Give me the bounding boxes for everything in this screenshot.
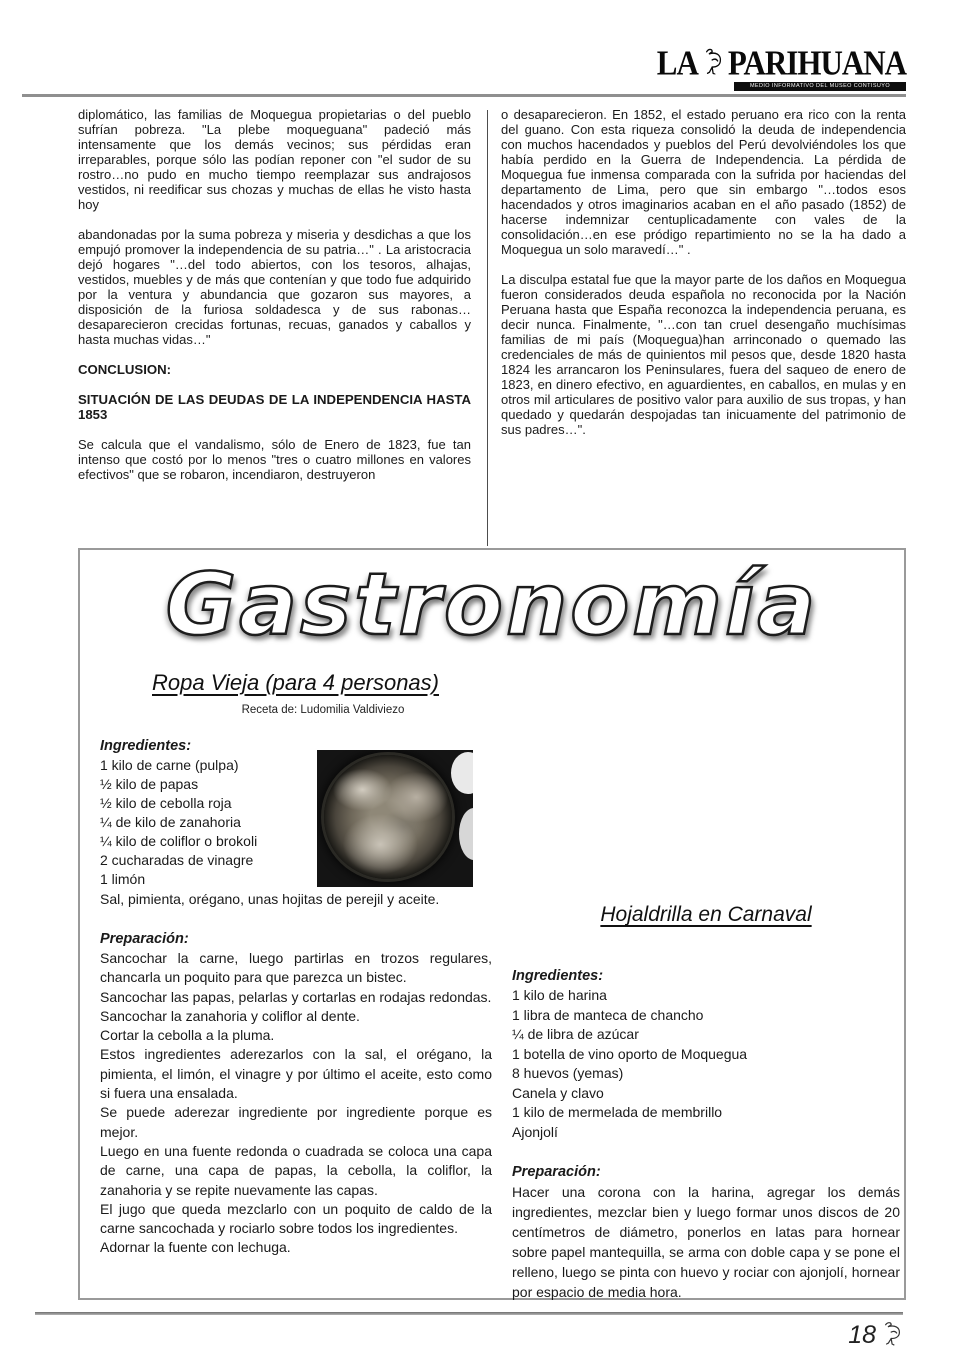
preparation-steps — [512, 1182, 900, 1302]
preparation-step: Sancochar la zanahoria y coliflor al dente. — [100, 1007, 360, 1024]
ingredient-item: Ajonjolí — [512, 1123, 558, 1140]
recipe-title-wrap — [512, 902, 900, 928]
ingredient-item: 1 kilo de carne (pulpa) — [100, 757, 239, 773]
masthead — [656, 43, 906, 91]
ingredient-item: 1 limón — [100, 871, 146, 887]
ingredient-item: ½ kilo de papas — [100, 776, 199, 792]
article-paragraph: La disculpa estatal fue que la mayor parte de los daños en Moquegua fueron considerados deuda española no reconocida por la Nación Peruana hasta que España reconozca la independencia peruana, es decir nunca. Finalmente, "…con tan cruel desengaño muchísimas familias de mi país (Moquegua)han arrinconado o quemado las credenciales de más de quinientos mil pesos que, desde 1820 hasta 1824 les arrancaron los Peninsulares, fuera del saqueo de enero de 1823, en dinero efectivo, en aguardientes, en caballos, en mulas y en otros mil articulares de positivo valor para auxilio de sus tropas, y han quedado y quedarán despojadas tan inicuamente del patrimonio de sus padres…". — [501, 272, 906, 437]
footer-rule — [35, 1312, 903, 1315]
ingredient-item: ¼ kilo de coliflor o brokoli — [100, 833, 258, 849]
ingredient-item: ¼ de libra de azúcar — [512, 1026, 639, 1042]
preparation-step: Hacer una corona con la harina, agregar los demás ingredientes, mezclar bien y luego formar unos discos de 20 centímetros de diámetro, ponerlos en latas para hornear sobre papel mantequilla, se arma con doble capa y se pone el relleno, luego se pinta con huevo y rociar con ajonjolí, hornear por espacio de media hora. — [512, 1184, 900, 1300]
column-divider — [487, 110, 488, 546]
ingredient-item: 2 cucharadas de vinagre — [100, 852, 254, 868]
preparation-step: Se puede aderezar ingrediente por ingrediente porque es mejor. — [100, 1104, 492, 1140]
dish-photo — [317, 750, 473, 887]
masthead-title-main: PARIHUANA — [727, 43, 906, 83]
ingredient-item: ¼ de kilo de zanahoria — [100, 814, 241, 830]
ingredient-item: 1 kilo de mermelada de membrillo — [512, 1104, 723, 1120]
article-left-column — [78, 107, 471, 497]
ingredient-item: 1 kilo de harina — [512, 987, 607, 1003]
preparation-step: Sancochar la carne, luego partirlas en trozos regulares, chancarla un poquito para que parezca un bistec. — [100, 950, 492, 986]
masthead-tagline: MEDIO INFORMATIVO DEL MUSEO CONTISUYO — [734, 82, 906, 91]
preparation-label: Preparación: — [512, 1164, 601, 1180]
recipe-title-wrap — [152, 670, 492, 696]
masthead-title-la: LA — [656, 43, 698, 83]
article-paragraph: o desaparecieron. En 1852, el estado peruano era rico con la renta del guano. Con esta riqueza consolidó la deuda de independencia con muchos hacendados y pueblos del Perú devolviéndoles los que había perdido en la Guerra de Independencia. La pérdida de Moquegua fue inmensa comparada con la sufrida por haciendas del departamento de Lima, pero que sin embargo "…todos esos hacendados y otros imaginarios acaban en el año pasado (1852) de hacerse indemnizar centuplicadamente con vales de la consolidación…en ese pródigo repartimiento no se la ha dado a Moquegua un solo maravedí…" . — [501, 107, 906, 257]
ingredient-item: 1 libra de manteca de chancho — [512, 1006, 704, 1023]
preparation-step: Sancochar las papas, pelarlas y cortarlas en rodajas redondas. — [100, 988, 492, 1005]
page-footer — [848, 1320, 904, 1350]
ingredients-footer: Sal, pimienta, orégano, unas hojitas de perejil y aceite. — [100, 891, 440, 907]
page-number: 18 — [848, 1321, 876, 1349]
preparation-step: Estos ingredientes aderezarlos con la sal, el orégano, la pimienta, el limón, el vinagre y por último el aceite, esto como si fuera una ensalada. — [100, 1046, 492, 1102]
header-rule — [22, 94, 906, 97]
gastronomia-section — [78, 548, 906, 1300]
recipe-title: Hojaldrilla en Carnaval — [600, 903, 812, 926]
preparation-step: El jugo que queda mezclarlo con un poquito de caldo de la carne sancochada y rociarlo sobre todos los ingredientes. — [100, 1200, 492, 1237]
recipe-byline: Receta de: Ludomilia Valdiviezo — [241, 704, 405, 716]
dish-photo-plate — [324, 755, 452, 879]
ingredient-item: 8 huevos (yemas) — [512, 1065, 624, 1081]
article-paragraph: Se calcula que el vandalismo, sólo de Enero de 1823, fue tan intenso que costó por lo menos "tres o cuatro millones en valores efectivos" que se robaron, incendiaron, destruyeron — [78, 437, 471, 482]
ingredients-list — [512, 986, 900, 1142]
dish-photo-side-plate — [459, 808, 473, 860]
gastronomia-section-title: Gastronomía — [165, 555, 819, 655]
article-right-column — [501, 107, 906, 452]
preparation-step: Luego en una fuente redonda o cuadrada se coloca una capa de carne, una capa de papas, la cebolla, la coliflor, la zanahoria y se repite nuevamente las capas. — [100, 1142, 492, 1198]
ingredient-item: ½ kilo de cebolla roja — [100, 795, 232, 811]
recipe-ropa-vieja — [100, 670, 492, 1258]
preparation-step: Adornar la fuente con lechuga. — [100, 1239, 291, 1256]
recipe-hojaldrilla — [512, 902, 900, 1302]
flamingo-icon — [882, 1320, 904, 1346]
preparation-steps — [100, 949, 492, 1258]
article-subheading-conclusion: CONCLUSION: — [78, 362, 172, 377]
masthead-title — [656, 43, 906, 83]
article-paragraph: diplomático, las familias de Moquegua propietarias o del pueblo sufrían pobreza. "La plebe moqueguana" padeció más intensamente que los demás vecinos; sus pérdidas eran irreparables, porque sólo las podían reponer con "el sudor de su rostro…no pudo en mucho tiempo reemplazar sus andrajosos vestidos, ni reedificar sus chozas y muchas de ellas he visto hasta hoy — [78, 107, 471, 212]
preparation-label: Preparación: — [100, 931, 189, 947]
ingredients-label: Ingredientes: — [100, 738, 192, 754]
article-paragraph: abandonadas por la suma pobreza y miseria y desdichas a que los empujó promover la independencia de su patria…" . La aristocracia dejó hogares "…del todo abiertos, con los tesoros, alhajas, vestidos, muebles y de más que contenían y que todo fue adquirido por la ventura y abundancia que gozaron sus mayores, a disposición de la furiosa soldadesca y de sus rabonas…desaparecieron crecidas fortunas, recuas, ganados y caballos y hasta muchas vidas…" — [78, 227, 471, 347]
article-subheading-situacion: SITUACIÓN DE LAS DEUDAS DE LA INDEPENDENCIA HASTA 1853 — [78, 392, 471, 422]
dish-photo-side-plate — [451, 752, 473, 794]
ingredient-item: 1 botella de vino oporto de Moquegua — [512, 1045, 748, 1062]
ingredients-label: Ingredientes: — [512, 968, 604, 984]
preparation-step: Cortar la cebolla a la pluma. — [100, 1027, 275, 1044]
flamingo-icon — [703, 48, 725, 75]
ingredient-item: Canela y clavo — [512, 1084, 604, 1101]
recipe-title: Ropa Vieja (para 4 personas) — [152, 670, 439, 695]
